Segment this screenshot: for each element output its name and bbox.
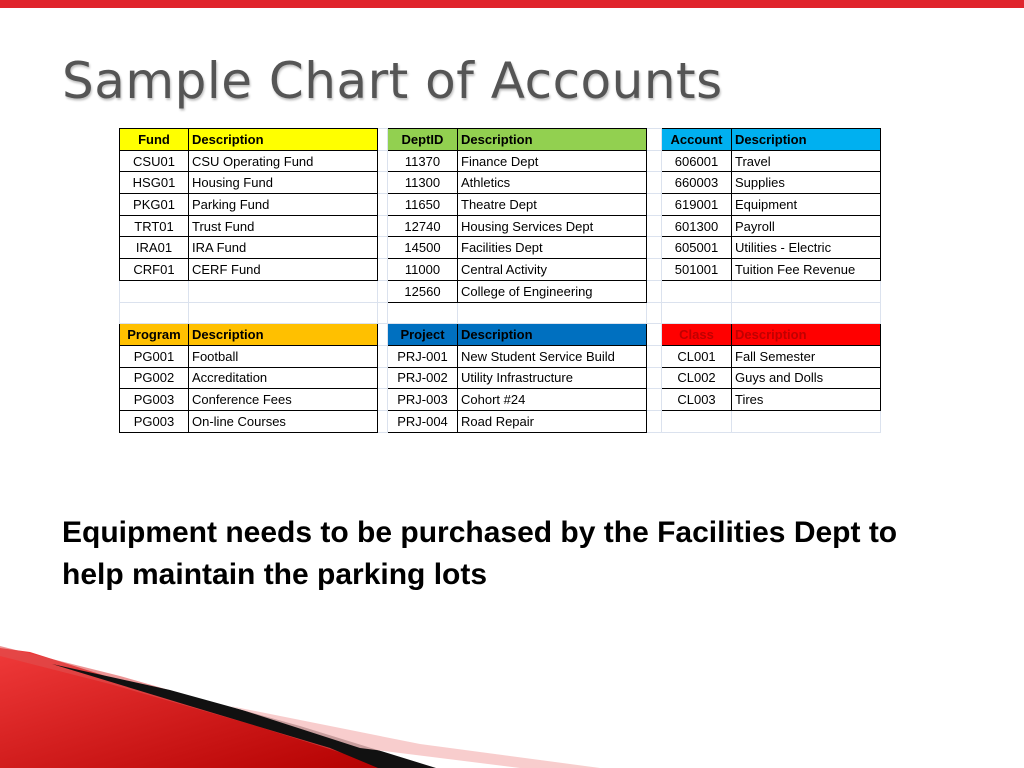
project-cell-code: PRJ-004 [388,410,458,432]
project-cell-description: Road Repair [458,410,647,432]
dept-cell-description: Theatre Dept [458,194,647,216]
account-cell-description: Supplies [732,172,881,194]
account-cell-code: 501001 [662,259,732,281]
fund-cell-description: Housing Fund [189,172,378,194]
dept-cell-code: 11300 [388,172,458,194]
fund-cell-code: CSU01 [120,150,189,172]
dept-cell-description: Central Activity [458,259,647,281]
fund-cell-code: TRT01 [120,215,189,237]
class-cell-code: CL003 [662,389,732,411]
dept-header-code: DeptID [388,129,458,151]
program-cell-code: PG002 [120,367,189,389]
dept-header-description: Description [458,129,647,151]
fund-cell-description: Parking Fund [189,194,378,216]
project-header-code: Project [388,324,458,346]
project-cell-code: PRJ-003 [388,389,458,411]
fund-cell-code: CRF01 [120,259,189,281]
project-header-description: Description [458,324,647,346]
fund-header-code: Fund [120,129,189,151]
program-cell-description: Football [189,345,378,367]
fund-cell-description: CERF Fund [189,259,378,281]
dept-cell-code: 12740 [388,215,458,237]
account-cell-code: 601300 [662,215,732,237]
account-cell-description: Travel [732,150,881,172]
fund-cell-description: IRA Fund [189,237,378,259]
dept-cell-description: Finance Dept [458,150,647,172]
class-cell-description: Tires [732,389,881,411]
program-cell-description: On-line Courses [189,410,378,432]
fund-cell-description: Trust Fund [189,215,378,237]
program-cell-code: PG003 [120,410,189,432]
program-cell-code: PG003 [120,389,189,411]
dept-cell-code: 11000 [388,259,458,281]
account-header-description: Description [732,129,881,151]
fund-header-description: Description [189,129,378,151]
account-cell-description: Payroll [732,215,881,237]
class-cell-code: CL002 [662,367,732,389]
program-cell-code: PG001 [120,345,189,367]
project-cell-description: Cohort #24 [458,389,647,411]
class-cell-description: Guys and Dolls [732,367,881,389]
dept-cell-description: Athletics [458,172,647,194]
account-cell-code: 619001 [662,194,732,216]
account-cell-description: Tuition Fee Revenue [732,259,881,281]
dept-cell-code: 11650 [388,194,458,216]
fund-cell-description: CSU Operating Fund [189,150,378,172]
fund-cell-code: HSG01 [120,172,189,194]
account-header-code: Account [662,129,732,151]
class-header-description: Description [732,324,881,346]
dept-cell-code: 14500 [388,237,458,259]
class-header-code: Class [662,324,732,346]
dept-cell-code: 12560 [388,280,458,302]
program-cell-description: Conference Fees [189,389,378,411]
project-cell-code: PRJ-002 [388,367,458,389]
dept-cell-description: Housing Services Dept [458,215,647,237]
program-header-code: Program [120,324,189,346]
class-cell-description: Fall Semester [732,345,881,367]
project-cell-code: PRJ-001 [388,345,458,367]
dept-cell-description: Facilities Dept [458,237,647,259]
project-cell-description: Utility Infrastructure [458,367,647,389]
fund-cell-code: PKG01 [120,194,189,216]
slide-title: Sample Chart of Accounts [62,52,723,110]
program-cell-description: Accreditation [189,367,378,389]
account-cell-description: Equipment [732,194,881,216]
account-cell-code: 605001 [662,237,732,259]
project-cell-description: New Student Service Build [458,345,647,367]
account-cell-code: 606001 [662,150,732,172]
program-header-description: Description [189,324,378,346]
account-cell-code: 660003 [662,172,732,194]
body-text: Equipment needs to be purchased by the Facilities Dept to help maintain the parking lots [62,516,898,591]
account-cell-description: Utilities - Electric [732,237,881,259]
class-cell-code: CL001 [662,345,732,367]
dept-cell-description: College of Engineering [458,280,647,302]
fund-cell-code: IRA01 [120,237,189,259]
dept-cell-code: 11370 [388,150,458,172]
